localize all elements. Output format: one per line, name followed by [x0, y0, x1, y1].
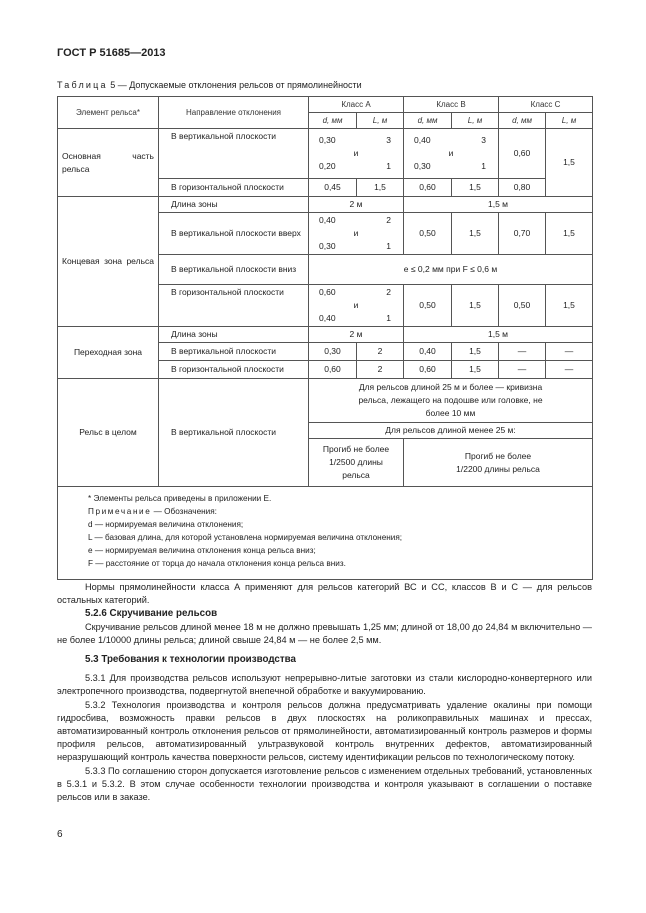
class-c-d: 0,60	[499, 129, 546, 179]
element-transition: Переходная зона	[58, 327, 159, 379]
paragraph: 5.3.1 Для производства рельсов используют непрерывно-литые заготовки из стали кислородно-конвертерного или электропечного производства, подвергнутой внепечной обработке и вакуумированию.	[57, 673, 592, 697]
class-b-cell: 0,40 3 и 0,30 1	[404, 129, 499, 179]
class-c-l: —	[546, 361, 593, 379]
note-l: L — базовая длина, для которой установлена нормируемая величина отклонения;	[88, 533, 403, 542]
header-d: d, мм	[309, 113, 357, 129]
direction-cell: В горизонтальной плоскости	[159, 361, 309, 379]
class-a-cell: 0,30 3 и 0,20 1	[309, 129, 404, 179]
class-b-d: 0,40	[404, 343, 452, 361]
class-c-l: 1,5	[546, 213, 593, 255]
class-b-l: 1,5	[452, 285, 499, 327]
class-c-l: 1,5	[546, 129, 593, 197]
standard-number: ГОСТ Р 51685—2013	[57, 47, 166, 59]
class-c-l: 1,5	[546, 285, 593, 327]
class-a-l: 1,5	[357, 179, 404, 197]
zone-bc: 1,5 м	[404, 197, 593, 213]
direction-cell: В горизонтальной плоскости	[159, 285, 309, 327]
class-a-cell: 0,60 2 и 0,40 1	[309, 285, 404, 327]
class-c-d: —	[499, 343, 546, 361]
whole-class-bc: Прогиб не более 1/2200 длины рельса	[404, 439, 593, 487]
class-c-d: 0,70	[499, 213, 546, 255]
zone-a: 2 м	[309, 327, 404, 343]
note-d: d — нормируемая величина отклонения;	[88, 520, 244, 529]
header-class-c: Класс С	[499, 97, 593, 113]
class-c-d: —	[499, 361, 546, 379]
page-number: 6	[57, 829, 63, 840]
body-text	[57, 581, 592, 804]
class-b-d: 0,60	[404, 179, 452, 197]
direction-cell: Длина зоны	[159, 197, 309, 213]
class-c-d: 0,50	[499, 285, 546, 327]
footnote: * Элементы рельса приведены в приложении Е.	[88, 494, 272, 503]
header-d: d, мм	[404, 113, 452, 129]
class-b-d: 0,50	[404, 213, 452, 255]
note-e: е — нормируемая величина отклонения конца рельса вниз;	[88, 546, 316, 555]
note-f: F — расстояние от торца до начала отклонения конца рельса вниз.	[88, 559, 346, 568]
class-b-l: 1,5	[452, 343, 499, 361]
class-a-l: 2	[357, 361, 404, 379]
paragraph: 5.3.2 Технология производства и контроля рельсов должна предусматривать удаление окалины при помощи гидросбива, возможность правки рельсов в двух плоскостях на роликоправильных машинах и прессах, автоматизированный контроль отклонения рельсов от прямолинейности, автоматизированный контроль размеров и формы профиля рельсов, автоматизированный ультразвуковой контроль внутренних дефектов, автоматизированный неразрушающий контроль качества поверхности рельсов, систему идентификации рельсов по технологическому потоку.	[57, 699, 592, 763]
section-heading: 5.2.6 Скручивание рельсов	[85, 608, 218, 620]
element-main: Основная часть рельса	[58, 129, 159, 197]
vdown-value: e ≤ 0,2 мм при F ≤ 0,6 м	[309, 255, 593, 285]
zone-a: 2 м	[309, 197, 404, 213]
paragraph: 5.3.3 По соглашению сторон допускается изготовление рельсов с изменением отдельных требований, установленных в 5.3.1 и 5.3.2. В этом случае особенности технологии производства и контроля указывают в соглашении о поставке рельсов или в заказе.	[57, 765, 592, 803]
table-row	[58, 327, 593, 343]
table-caption-text: 5 — Допускаемые отклонения рельсов от прямолинейности	[110, 80, 362, 90]
table-row	[58, 197, 593, 213]
paragraph: Скручивание рельсов длиной менее 18 м не должно превышать 1,25 мм; длиной от 18,00 до 24,84 м включительно — не более 1/10000 длины рельса; длиной свыше 24,84 м — не более 2,5 мм.	[57, 621, 592, 645]
class-b-d: 0,50	[404, 285, 452, 327]
table-header-row	[58, 97, 593, 113]
direction-cell: В вертикальной плоскости	[159, 129, 309, 179]
header-class-a: Класс А	[309, 97, 404, 113]
direction-cell: В вертикальной плоскости	[159, 343, 309, 361]
element-end: Концевая зона рельса	[58, 197, 159, 327]
class-c-l: —	[546, 343, 593, 361]
header-element: Элемент рельса*	[58, 97, 159, 129]
whole-short: Для рельсов длиной менее 25 м:	[309, 423, 593, 439]
table-row	[58, 129, 593, 179]
class-c-d: 0,80	[499, 179, 546, 197]
direction-cell: В вертикальной плоскости вверх	[159, 213, 309, 255]
table-row	[58, 379, 593, 423]
header-class-b: Класс В	[404, 97, 499, 113]
tolerance-table	[57, 96, 593, 580]
class-b-l: 1,5	[452, 361, 499, 379]
header-l: L, м	[357, 113, 404, 129]
header-d: d, мм	[499, 113, 546, 129]
header-l: L, м	[546, 113, 593, 129]
direction-cell: В горизонтальной плоскости	[159, 179, 309, 197]
note-header: Примечание — Обозначения:	[88, 507, 217, 516]
table-notes-row	[58, 487, 593, 580]
table-caption-label: Таблица	[57, 80, 108, 90]
direction-cell: В вертикальной плоскости вниз	[159, 255, 309, 285]
class-a-d: 0,45	[309, 179, 357, 197]
class-b-l: 1,5	[452, 213, 499, 255]
direction-cell: Длина зоны	[159, 327, 309, 343]
zone-bc: 1,5 м	[404, 327, 593, 343]
class-b-d: 0,60	[404, 361, 452, 379]
element-whole: Рельс в целом	[58, 379, 159, 487]
class-a-d: 0,60	[309, 361, 357, 379]
direction-cell: В вертикальной плоскости	[159, 379, 309, 487]
header-l: L, м	[452, 113, 499, 129]
table-notes	[58, 487, 593, 580]
section-heading: 5.3 Требования к технологии производства	[85, 654, 296, 666]
whole-long: Для рельсов длиной 25 м и более — кривизна рельса, лежащего на подошве или головке, не более 10 мм	[309, 379, 593, 423]
class-a-l: 2	[357, 343, 404, 361]
class-a-d: 0,30	[309, 343, 357, 361]
table-caption	[57, 80, 362, 90]
class-b-l: 1,5	[452, 179, 499, 197]
class-a-cell: 0,40 2 и 0,30 1	[309, 213, 404, 255]
header-direction: Направление отклонения	[159, 97, 309, 129]
paragraph: Нормы прямолинейности класса А применяют для рельсов категорий ВС и СС, классов В и С — для рельсов остальных категорий.	[57, 582, 592, 606]
whole-class-a: Прогиб не более 1/2500 длины рельса	[309, 439, 404, 487]
